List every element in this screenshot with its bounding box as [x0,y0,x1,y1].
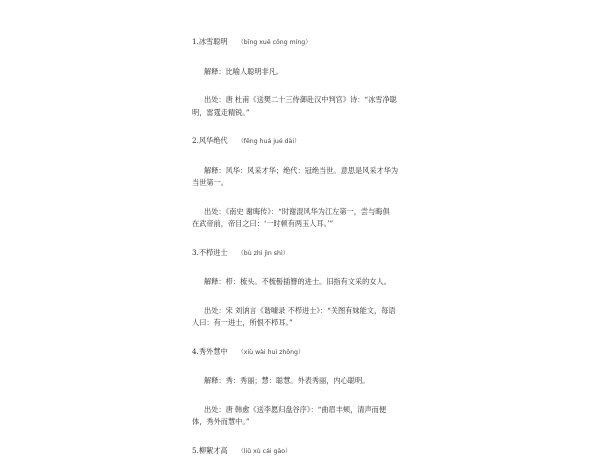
idiom-list [192,36,422,474]
entry-heading [192,445,422,459]
entry-title: 3.不栉进士 [192,247,228,257]
entry-heading [192,247,422,261]
entry-explanation [192,375,422,388]
idiom-entry [192,445,422,459]
idiom-entry [192,135,422,231]
entry-source [192,404,422,429]
source-line: 明，雷霆走精锐。” [192,107,250,117]
entry-source [192,305,422,330]
explanation-line: 解释：栉：梳头。不梳髻插簪的进士。旧指有文采的女人。 [204,277,391,286]
entry-pinyin: （bù zhì jìn shì） [237,249,289,257]
source-line: 出处：唐 杜甫《送樊二十三侍御赴汉中判官》诗：“冰雪净聪 [204,95,397,104]
source-line: 体，秀外而慧中。” [192,417,250,426]
entry-pinyin: （xiù wài huì zhōng） [237,348,305,356]
explanation-line: 当世第一。 [192,178,228,187]
source-line: 出处：唐 韩愈《送李愿归盘谷序》：“曲眉丰颊，清声而便 [204,404,387,414]
explanation-line: 解释：比喻人聪明非凡。 [204,66,284,76]
idiom-entry [192,346,422,429]
idiom-entry [192,36,422,119]
entry-title: 1.冰雪聪明 [192,37,228,46]
idiom-entry [192,247,422,330]
entry-pinyin: （liǔ xù cái gāo） [237,447,292,455]
entry-pinyin: （bīng xuě cōng míng） [237,39,312,46]
entry-heading [192,135,422,149]
entry-title: 5.柳絮才高 [192,445,228,455]
entry-source [192,94,422,119]
explanation-line: 解释：风华：风采才华；绝代：冠绝当世。意思是风采才华为 [204,165,399,175]
entry-source [192,206,422,231]
entry-heading [192,346,422,360]
source-line: 出处：宋 刘讷言《谐噱录 不栉进士》：“关图有妹能文，每语 [204,305,396,315]
entry-explanation [192,66,422,79]
entry-title: 2.风华绝代 [192,136,228,145]
source-line: 人曰：有一进士，所恨不栉耳。” [192,318,293,327]
entry-explanation [192,165,422,190]
source-line: 出处：《南史 谢晦传》：“时谢混风华为江左第一，尝与晦俱 [204,206,390,216]
entry-title: 4.秀外慧中 [192,346,228,356]
entry-pinyin: （fēng huá jué dài） [237,138,301,145]
explanation-line: 解释：秀：秀丽；慧：聪慧。外表秀丽，内心聪明。 [204,376,370,385]
entry-explanation [192,276,422,289]
entry-heading [192,36,422,50]
source-line: 在武帝前，帝目之曰：‘一时顿有两玉人耳。’” [192,219,334,228]
